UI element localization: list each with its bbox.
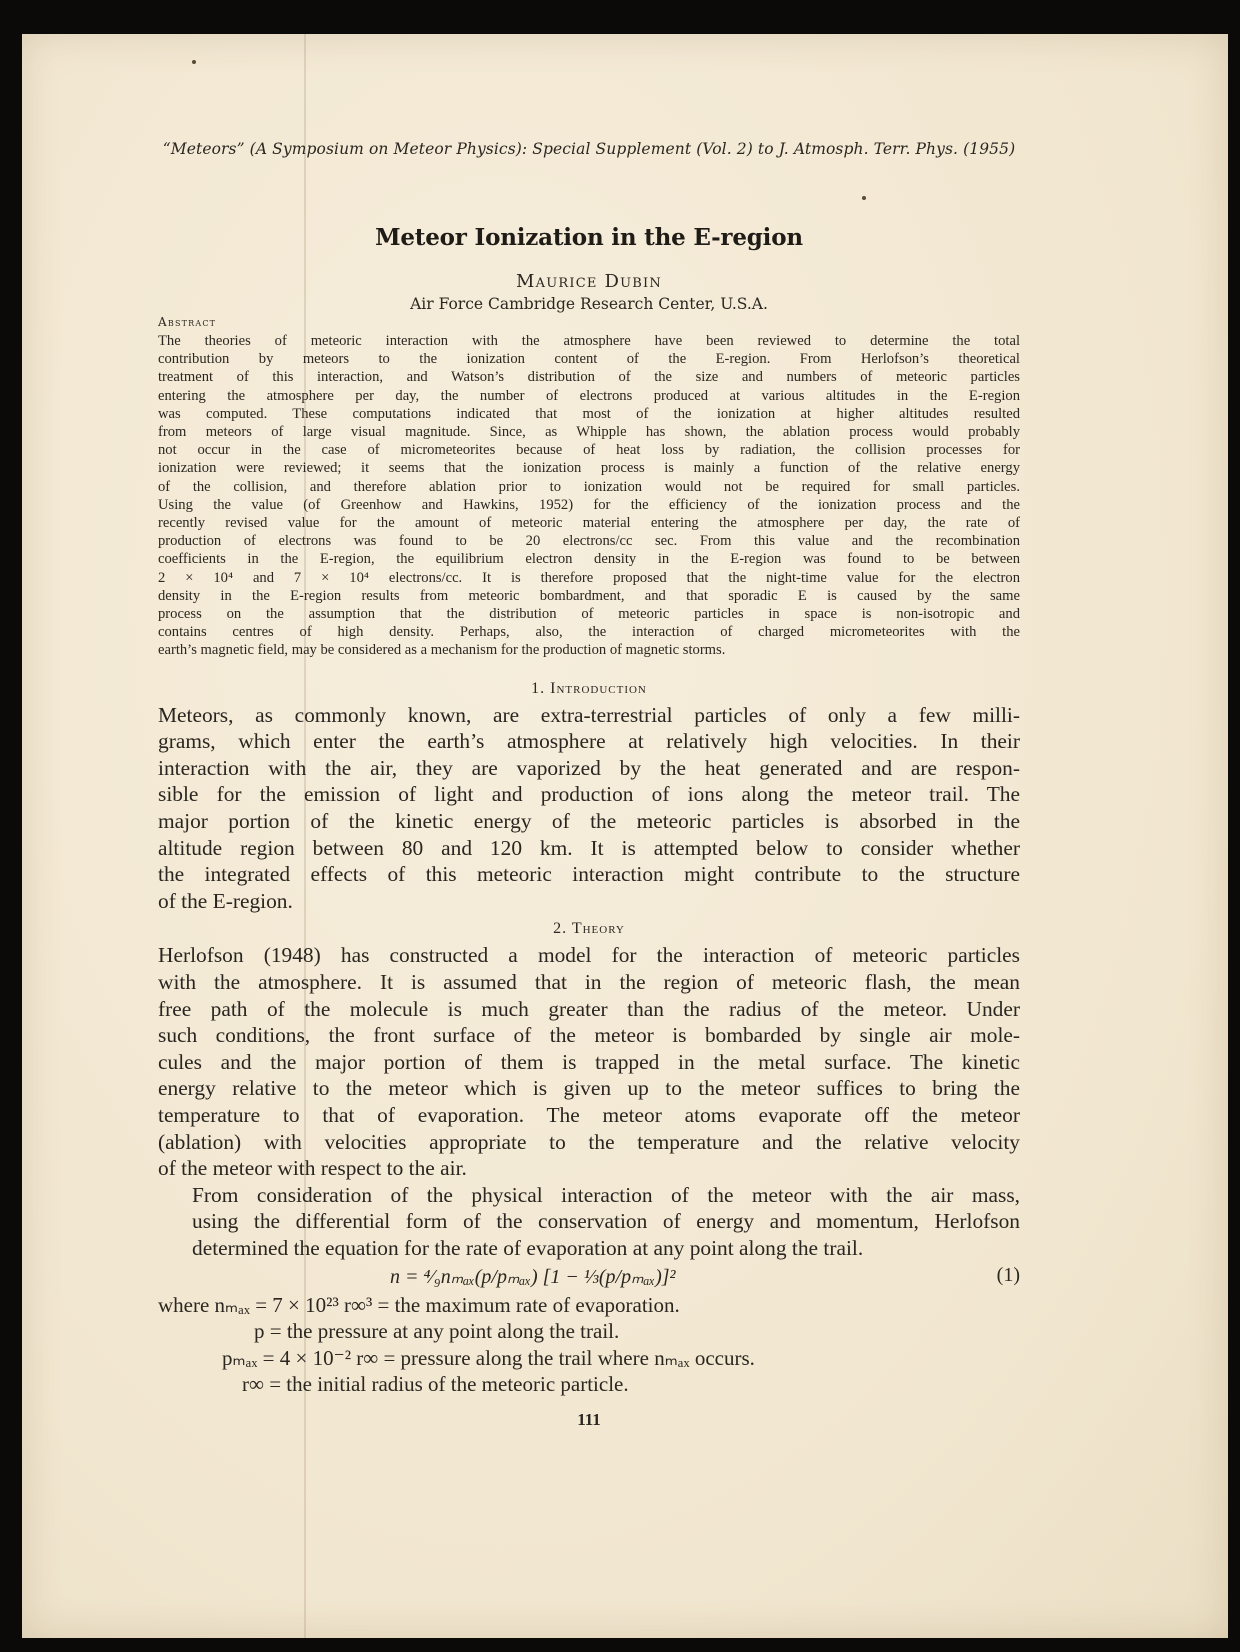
abstract-line: contains centres of high density. Perhaps, also, the interaction of charged micrometeorites with the	[158, 624, 1020, 641]
introduction-line: sible for the emission of light and production of ions along the meteor trail. The	[158, 782, 1020, 807]
equation-definitions	[158, 1292, 1020, 1398]
introduction-line: the integrated effects of this meteoric interaction might contribute to the structure	[158, 862, 1020, 887]
theory-line: free path of the molecule is much greater than the radius of the meteor. Under	[158, 996, 1020, 1021]
theory-line: (ablation) with velocities appropriate to the temperature and the relative velocity	[158, 1129, 1020, 1154]
page-number: 111	[577, 1409, 601, 1429]
theory-line: Herlofson (1948) has constructed a model for the interaction of meteoric particles	[158, 943, 1020, 968]
introduction-text	[158, 702, 1020, 915]
definition-n-max: where nₘₐₓ = 7 × 10²³ r∞³ = the maximum rate of evaporation.	[158, 1292, 680, 1317]
page-content	[158, 140, 1020, 1430]
theory-paragraph-1	[158, 942, 1020, 1181]
abstract-heading: Abstract	[158, 315, 217, 329]
abstract-line: ionization were reviewed; it seems that the ionization process is mainly a function of the relative energy	[158, 460, 1020, 477]
author-affiliation: Air Force Cambridge Research Center, U.S.A.	[410, 295, 768, 313]
abstract-line: coefficients in the E-region, the equilibrium electron density in the E-region was found to be between	[158, 551, 1020, 568]
introduction-line: of the E-region.	[158, 888, 293, 913]
abstract-line: process on the assumption that the distribution of meteoric particles in space is non-isotropic and	[158, 606, 1020, 623]
abstract-line: earth’s magnetic field, may be considered as a mechanism for the production of magnetic storms.	[158, 642, 726, 659]
abstract-line: density in the E-region results from meteoric bombardment, and that sporadic E is caused by the same	[158, 587, 1020, 604]
definition-p-max: pₘₐₓ = 4 × 10⁻² r∞ = pressure along the trail where nₘₐₓ occurs.	[222, 1345, 755, 1370]
theory-line: temperature to that of evaporation. The meteor atoms evaporate off the meteor	[158, 1102, 1020, 1127]
theory-line: such conditions, the front surface of the meteor is bombarded by single air mole-	[158, 1023, 1020, 1048]
equation-expression: n = ⁴⁄₉nₘₐₓ(p/pₘₐₓ) [1 − ⅓(p/pₘₐₓ)]²	[390, 1265, 676, 1288]
abstract-line: of the collision, and therefore ablation prior to ionization would not be required for small particles.	[158, 478, 1020, 495]
section-heading-theory: 2. Theory	[553, 920, 625, 938]
abstract-line: recently revised value for the amount of meteoric material entering the atmosphere per day, the rate of	[158, 515, 1020, 532]
theory-line: determined the equation for the rate of evaporation at any point along the trail.	[192, 1235, 864, 1260]
journal-citation: “Meteors” (A Symposium on Meteor Physics): Special Supplement (Vol. 2) to J. Atmosph. Terr. Phys. (1955)	[162, 140, 1016, 158]
abstract-line: production of electrons was found to be 20 electrons/cc sec. From this value and the recombination	[158, 533, 1020, 550]
abstract-line: 2 × 10⁴ and 7 × 10⁴ electrons/cc. It is therefore proposed that the night-time value for the electron	[158, 569, 1020, 586]
abstract-text	[158, 332, 1020, 660]
abstract-line: Using the value (of Greenhow and Hawkins, 1952) for the efficiency of the ionization process and the	[158, 496, 1020, 513]
theory-line: with the atmosphere. It is assumed that in the region of meteoric flash, the mean	[158, 970, 1020, 994]
article-title: Meteor Ionization in the E-region	[375, 224, 803, 251]
abstract-line: The theories of meteoric interaction with the atmosphere have been reviewed to determine the total	[158, 333, 1020, 349]
theory-line: of the meteor with respect to the air.	[158, 1156, 467, 1181]
theory-paragraph-2	[158, 1182, 1020, 1262]
abstract-line: was computed. These computations indicated that most of the ionization at higher altitudes resulted	[158, 405, 1020, 422]
introduction-line: major portion of the kinetic energy of the meteoric particles is absorbed in the	[158, 809, 1020, 834]
equation-number: (1)	[996, 1263, 1020, 1286]
introduction-line: Meteors, as commonly known, are extra-terrestrial particles of only a few milli-	[158, 702, 1020, 727]
theory-line: From consideration of the physical interaction of the meteor with the air mass,	[192, 1182, 1020, 1207]
theory-line: energy relative to the meteor which is given up to the meteor suffices to bring the	[158, 1076, 1020, 1101]
introduction-line: interaction with the air, they are vaporized by the heat generated and are respon-	[158, 755, 1020, 780]
author-name: Maurice Dubin	[516, 271, 662, 292]
abstract-line: treatment of this interaction, and Watson’s distribution of the size and numbers of meteoric particles	[158, 369, 1020, 386]
section-heading-introduction: 1. Introduction	[531, 679, 647, 697]
definition-p: p = the pressure at any point along the trail.	[254, 1319, 620, 1344]
introduction-line: altitude region between 80 and 120 km. It is attempted below to consider whether	[158, 835, 1020, 860]
theory-line: cules and the major portion of them is trapped in the metal surface. The kinetic	[158, 1049, 1020, 1074]
abstract-line: entering the atmosphere per day, the number of electrons produced at various altitudes in the E-region	[158, 387, 1020, 404]
paper-speck	[192, 60, 196, 64]
theory-line: using the differential form of the conservation of energy and momentum, Herlofson	[192, 1209, 1020, 1234]
abstract-line: contribution by meteors to the ionization content of the E-region. From Herlofson’s theoretical	[158, 351, 1020, 368]
definition-r-infinity: r∞ = the initial radius of the meteoric particle.	[242, 1372, 629, 1397]
equation-1	[158, 1262, 1020, 1292]
introduction-line: grams, which enter the earth’s atmosphere at relatively high velocities. In their	[158, 729, 1020, 754]
abstract-line: not occur in the case of micrometeorites because of heat loss by radiation, the collision processes for	[158, 442, 1020, 459]
abstract-line: from meteors of large visual magnitude. Since, as Whipple has shown, the ablation process would probably	[158, 424, 1020, 441]
